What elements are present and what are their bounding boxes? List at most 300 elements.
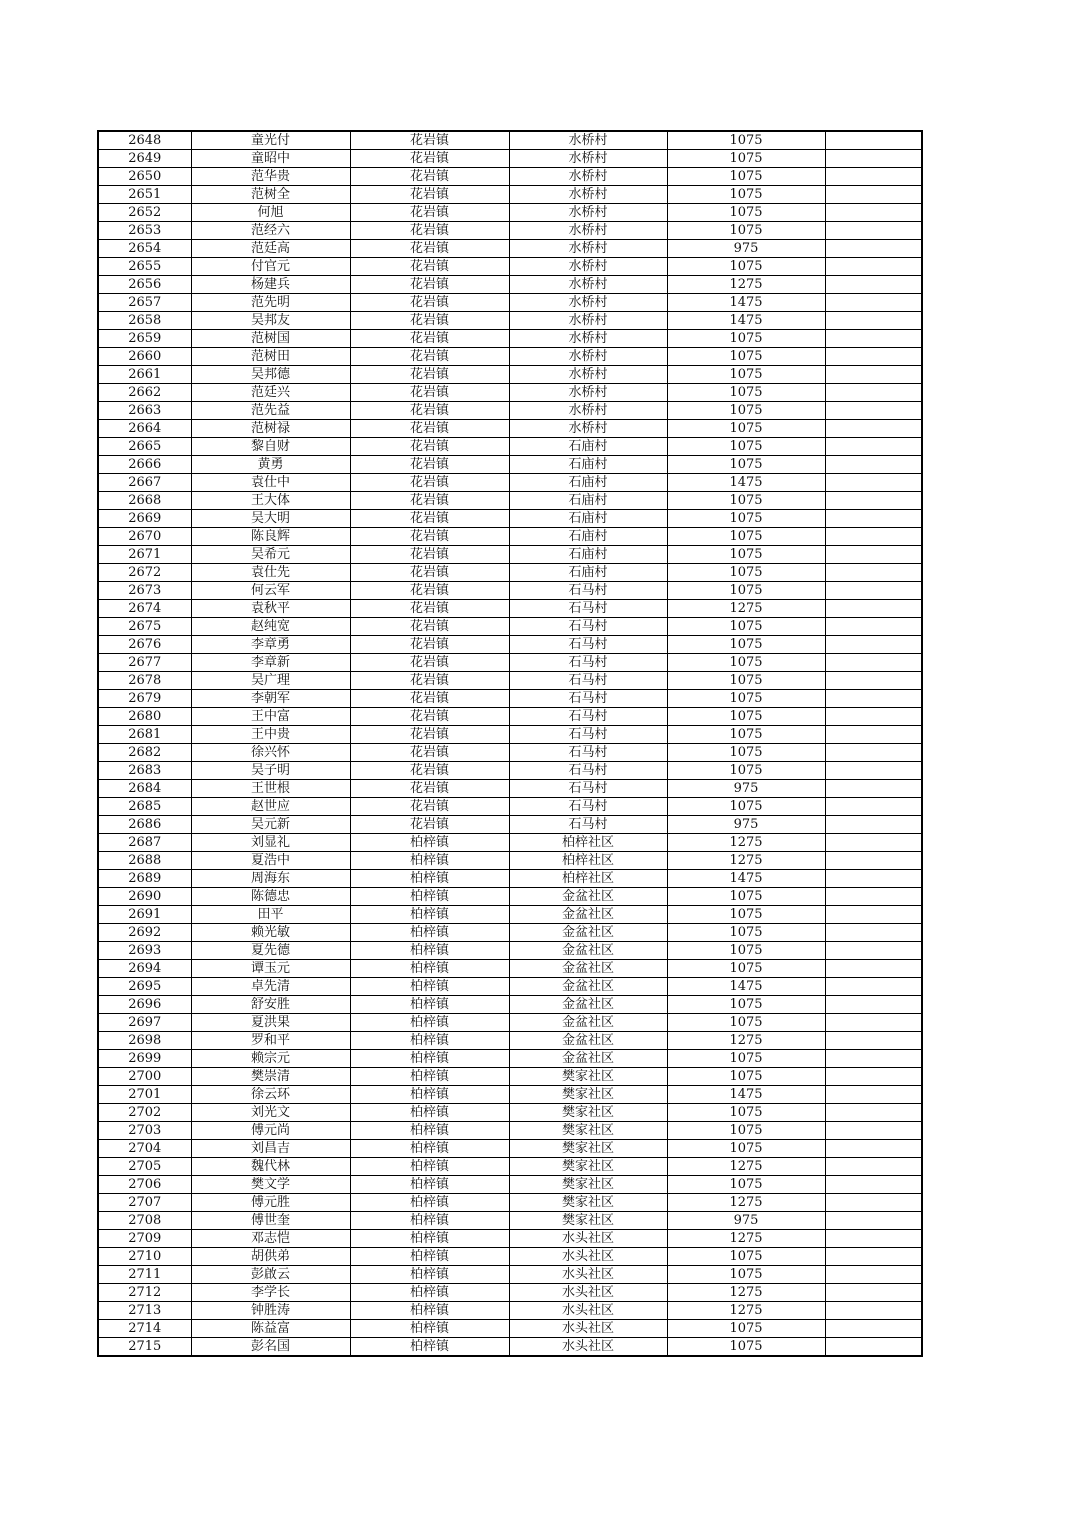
note-cell (825, 582, 922, 600)
town-cell: 柏梓镇 (350, 1050, 509, 1068)
serial-number-cell: 2670 (98, 528, 191, 546)
table-row (98, 1320, 922, 1338)
table-row (98, 1086, 922, 1104)
amount-cell: 1475 (667, 294, 825, 312)
table-row (98, 168, 922, 186)
village-cell: 水头社区 (509, 1266, 667, 1284)
table-row (98, 1248, 922, 1266)
amount-cell: 1075 (667, 636, 825, 654)
village-cell: 石马村 (509, 600, 667, 618)
town-cell: 花岩镇 (350, 546, 509, 564)
table-row (98, 708, 922, 726)
note-cell (825, 1302, 922, 1320)
note-cell (825, 906, 922, 924)
serial-number-cell: 2650 (98, 168, 191, 186)
town-cell: 柏梓镇 (350, 1104, 509, 1122)
village-cell: 水头社区 (509, 1284, 667, 1302)
village-cell: 金盆社区 (509, 1050, 667, 1068)
note-cell (825, 708, 922, 726)
amount-cell: 1275 (667, 1230, 825, 1248)
table-row (98, 564, 922, 582)
name-cell: 范华贵 (191, 168, 350, 186)
table-row (98, 1266, 922, 1284)
note-cell (825, 312, 922, 330)
note-cell (825, 240, 922, 258)
serial-number-cell: 2691 (98, 906, 191, 924)
table-row (98, 906, 922, 924)
name-cell: 徐云环 (191, 1086, 350, 1104)
table-row (98, 312, 922, 330)
village-cell: 金盆社区 (509, 1014, 667, 1032)
village-cell: 石马村 (509, 744, 667, 762)
serial-number-cell: 2711 (98, 1266, 191, 1284)
amount-cell: 1075 (667, 906, 825, 924)
town-cell: 柏梓镇 (350, 870, 509, 888)
village-cell: 水桥村 (509, 384, 667, 402)
amount-cell: 1075 (667, 528, 825, 546)
town-cell: 花岩镇 (350, 564, 509, 582)
town-cell: 花岩镇 (350, 600, 509, 618)
serial-number-cell: 2682 (98, 744, 191, 762)
serial-number-cell: 2676 (98, 636, 191, 654)
amount-cell: 1075 (667, 762, 825, 780)
town-cell: 花岩镇 (350, 222, 509, 240)
name-cell: 李章新 (191, 654, 350, 672)
village-cell: 水头社区 (509, 1230, 667, 1248)
serial-number-cell: 2671 (98, 546, 191, 564)
town-cell: 花岩镇 (350, 204, 509, 222)
serial-number-cell: 2680 (98, 708, 191, 726)
village-cell: 水头社区 (509, 1248, 667, 1266)
name-cell: 彭名国 (191, 1338, 350, 1357)
note-cell (825, 690, 922, 708)
amount-cell: 1075 (667, 690, 825, 708)
village-cell: 石马村 (509, 690, 667, 708)
village-cell: 柏梓社区 (509, 870, 667, 888)
serial-number-cell: 2710 (98, 1248, 191, 1266)
village-cell: 石马村 (509, 672, 667, 690)
table-row (98, 762, 922, 780)
table-row (98, 204, 922, 222)
note-cell (825, 204, 922, 222)
table-row (98, 780, 922, 798)
note-cell (825, 798, 922, 816)
village-cell: 柏梓社区 (509, 852, 667, 870)
town-cell: 花岩镇 (350, 618, 509, 636)
serial-number-cell: 2695 (98, 978, 191, 996)
note-cell (825, 924, 922, 942)
serial-number-cell: 2683 (98, 762, 191, 780)
village-cell: 樊家社区 (509, 1068, 667, 1086)
table-row (98, 366, 922, 384)
serial-number-cell: 2681 (98, 726, 191, 744)
serial-number-cell: 2655 (98, 258, 191, 276)
village-cell: 金盆社区 (509, 888, 667, 906)
note-cell (825, 996, 922, 1014)
note-cell (825, 744, 922, 762)
name-cell: 夏浩中 (191, 852, 350, 870)
village-cell: 石马村 (509, 762, 667, 780)
village-cell: 石马村 (509, 636, 667, 654)
serial-number-cell: 2693 (98, 942, 191, 960)
village-cell: 水桥村 (509, 204, 667, 222)
note-cell (825, 366, 922, 384)
town-cell: 花岩镇 (350, 582, 509, 600)
note-cell (825, 960, 922, 978)
table-row (98, 546, 922, 564)
village-cell: 金盆社区 (509, 924, 667, 942)
village-cell: 石马村 (509, 726, 667, 744)
town-cell: 柏梓镇 (350, 1176, 509, 1194)
name-cell: 吴大明 (191, 510, 350, 528)
town-cell: 柏梓镇 (350, 1014, 509, 1032)
village-cell: 樊家社区 (509, 1122, 667, 1140)
name-cell: 傅元胜 (191, 1194, 350, 1212)
village-cell: 水桥村 (509, 312, 667, 330)
town-cell: 花岩镇 (350, 636, 509, 654)
village-cell: 水桥村 (509, 168, 667, 186)
town-cell: 柏梓镇 (350, 1194, 509, 1212)
village-cell: 水桥村 (509, 402, 667, 420)
name-cell: 袁仕中 (191, 474, 350, 492)
amount-cell: 1075 (667, 960, 825, 978)
town-cell: 花岩镇 (350, 780, 509, 798)
village-cell: 樊家社区 (509, 1194, 667, 1212)
serial-number-cell: 2658 (98, 312, 191, 330)
note-cell (825, 330, 922, 348)
serial-number-cell: 2652 (98, 204, 191, 222)
serial-number-cell: 2673 (98, 582, 191, 600)
amount-cell: 1075 (667, 564, 825, 582)
note-cell (825, 294, 922, 312)
name-cell: 黎自财 (191, 438, 350, 456)
table-row (98, 1212, 922, 1230)
serial-number-cell: 2653 (98, 222, 191, 240)
village-cell: 水桥村 (509, 366, 667, 384)
amount-cell: 1475 (667, 870, 825, 888)
town-cell: 柏梓镇 (350, 978, 509, 996)
village-cell: 石马村 (509, 798, 667, 816)
name-cell: 田平 (191, 906, 350, 924)
table-row (98, 330, 922, 348)
amount-cell: 1275 (667, 276, 825, 294)
note-cell (825, 1140, 922, 1158)
amount-cell: 1475 (667, 474, 825, 492)
town-cell: 柏梓镇 (350, 888, 509, 906)
note-cell (825, 762, 922, 780)
note-cell (825, 1158, 922, 1176)
name-cell: 周海东 (191, 870, 350, 888)
amount-cell: 1075 (667, 150, 825, 168)
table-row (98, 960, 922, 978)
serial-number-cell: 2667 (98, 474, 191, 492)
amount-cell: 975 (667, 816, 825, 834)
amount-cell: 1075 (667, 582, 825, 600)
village-cell: 石庙村 (509, 528, 667, 546)
note-cell (825, 1104, 922, 1122)
amount-cell: 1075 (667, 492, 825, 510)
table-row (98, 600, 922, 618)
note-cell (825, 1050, 922, 1068)
amount-cell: 1075 (667, 1266, 825, 1284)
serial-number-cell: 2651 (98, 186, 191, 204)
amount-cell: 1075 (667, 402, 825, 420)
table-row (98, 420, 922, 438)
town-cell: 花岩镇 (350, 654, 509, 672)
name-cell: 夏先德 (191, 942, 350, 960)
village-cell: 水桥村 (509, 258, 667, 276)
note-cell (825, 672, 922, 690)
town-cell: 柏梓镇 (350, 1248, 509, 1266)
village-cell: 水桥村 (509, 186, 667, 204)
name-cell: 罗和平 (191, 1032, 350, 1050)
table-row (98, 672, 922, 690)
amount-cell: 1075 (667, 258, 825, 276)
village-cell: 石庙村 (509, 492, 667, 510)
table-row (98, 1194, 922, 1212)
table-row (98, 1158, 922, 1176)
note-cell (825, 474, 922, 492)
name-cell: 范先明 (191, 294, 350, 312)
town-cell: 花岩镇 (350, 690, 509, 708)
table-row (98, 384, 922, 402)
name-cell: 胡供弟 (191, 1248, 350, 1266)
town-cell: 花岩镇 (350, 420, 509, 438)
town-cell: 柏梓镇 (350, 960, 509, 978)
table-row (98, 834, 922, 852)
table-row (98, 942, 922, 960)
name-cell: 王大体 (191, 492, 350, 510)
name-cell: 樊崇清 (191, 1068, 350, 1086)
name-cell: 李章勇 (191, 636, 350, 654)
amount-cell: 1075 (667, 1248, 825, 1266)
note-cell (825, 1284, 922, 1302)
note-cell (825, 834, 922, 852)
serial-number-cell: 2648 (98, 131, 191, 150)
town-cell: 花岩镇 (350, 762, 509, 780)
amount-cell: 1075 (667, 438, 825, 456)
table-row (98, 798, 922, 816)
note-cell (825, 348, 922, 366)
town-cell: 柏梓镇 (350, 1032, 509, 1050)
table-row (98, 744, 922, 762)
amount-cell: 1075 (667, 168, 825, 186)
amount-cell: 1275 (667, 600, 825, 618)
table-row (98, 636, 922, 654)
serial-number-cell: 2714 (98, 1320, 191, 1338)
serial-number-cell: 2684 (98, 780, 191, 798)
table-row (98, 240, 922, 258)
note-cell (825, 402, 922, 420)
note-cell (825, 1032, 922, 1050)
table-row (98, 1050, 922, 1068)
table-row (98, 1302, 922, 1320)
table-row (98, 924, 922, 942)
village-cell: 金盆社区 (509, 942, 667, 960)
town-cell: 柏梓镇 (350, 906, 509, 924)
amount-cell: 1075 (667, 510, 825, 528)
village-cell: 水头社区 (509, 1320, 667, 1338)
serial-number-cell: 2662 (98, 384, 191, 402)
note-cell (825, 186, 922, 204)
table-row (98, 1014, 922, 1032)
serial-number-cell: 2685 (98, 798, 191, 816)
table-row (98, 1230, 922, 1248)
serial-number-cell: 2706 (98, 1176, 191, 1194)
name-cell: 陈良辉 (191, 528, 350, 546)
table-row (98, 1068, 922, 1086)
serial-number-cell: 2657 (98, 294, 191, 312)
amount-cell: 1075 (667, 654, 825, 672)
serial-number-cell: 2678 (98, 672, 191, 690)
name-cell: 付官元 (191, 258, 350, 276)
town-cell: 柏梓镇 (350, 852, 509, 870)
note-cell (825, 546, 922, 564)
village-cell: 石庙村 (509, 456, 667, 474)
table-row (98, 258, 922, 276)
village-cell: 樊家社区 (509, 1158, 667, 1176)
table-row (98, 150, 922, 168)
village-cell: 石庙村 (509, 564, 667, 582)
amount-cell: 1075 (667, 1068, 825, 1086)
amount-cell: 1075 (667, 420, 825, 438)
amount-cell: 1275 (667, 1302, 825, 1320)
name-cell: 李朝军 (191, 690, 350, 708)
village-cell: 石马村 (509, 582, 667, 600)
note-cell (825, 618, 922, 636)
note-cell (825, 1194, 922, 1212)
amount-cell: 1275 (667, 1158, 825, 1176)
note-cell (825, 1230, 922, 1248)
name-cell: 黄勇 (191, 456, 350, 474)
name-cell: 吴希元 (191, 546, 350, 564)
name-cell: 童光付 (191, 131, 350, 150)
village-cell: 水桥村 (509, 330, 667, 348)
table-row (98, 618, 922, 636)
town-cell: 花岩镇 (350, 474, 509, 492)
amount-cell: 1075 (667, 618, 825, 636)
town-cell: 柏梓镇 (350, 1158, 509, 1176)
town-cell: 柏梓镇 (350, 1338, 509, 1357)
serial-number-cell: 2713 (98, 1302, 191, 1320)
serial-number-cell: 2715 (98, 1338, 191, 1357)
amount-cell: 975 (667, 780, 825, 798)
serial-number-cell: 2649 (98, 150, 191, 168)
amount-cell: 1075 (667, 1338, 825, 1357)
name-cell: 魏代林 (191, 1158, 350, 1176)
village-cell: 石庙村 (509, 546, 667, 564)
name-cell: 童昭中 (191, 150, 350, 168)
note-cell (825, 1068, 922, 1086)
town-cell: 柏梓镇 (350, 924, 509, 942)
note-cell (825, 420, 922, 438)
serial-number-cell: 2686 (98, 816, 191, 834)
name-cell: 夏洪果 (191, 1014, 350, 1032)
amount-cell: 1075 (667, 1140, 825, 1158)
town-cell: 花岩镇 (350, 708, 509, 726)
village-cell: 水桥村 (509, 348, 667, 366)
amount-cell: 1075 (667, 708, 825, 726)
note-cell (825, 384, 922, 402)
serial-number-cell: 2692 (98, 924, 191, 942)
serial-number-cell: 2703 (98, 1122, 191, 1140)
town-cell: 柏梓镇 (350, 1320, 509, 1338)
village-cell: 柏梓社区 (509, 834, 667, 852)
serial-number-cell: 2659 (98, 330, 191, 348)
table-row (98, 1284, 922, 1302)
amount-cell: 975 (667, 1212, 825, 1230)
name-cell: 傅元尚 (191, 1122, 350, 1140)
village-cell: 水桥村 (509, 276, 667, 294)
serial-number-cell: 2700 (98, 1068, 191, 1086)
serial-number-cell: 2665 (98, 438, 191, 456)
serial-number-cell: 2709 (98, 1230, 191, 1248)
village-cell: 樊家社区 (509, 1140, 667, 1158)
name-cell: 杨建兵 (191, 276, 350, 294)
note-cell (825, 1266, 922, 1284)
note-cell (825, 816, 922, 834)
table-row (98, 510, 922, 528)
name-cell: 邓志恺 (191, 1230, 350, 1248)
town-cell: 花岩镇 (350, 726, 509, 744)
name-cell: 吴元新 (191, 816, 350, 834)
amount-cell: 1075 (667, 348, 825, 366)
town-cell: 花岩镇 (350, 384, 509, 402)
table-row (98, 1122, 922, 1140)
data-table (97, 130, 923, 1357)
name-cell: 范廷高 (191, 240, 350, 258)
serial-number-cell: 2694 (98, 960, 191, 978)
amount-cell: 1475 (667, 1086, 825, 1104)
town-cell: 柏梓镇 (350, 1140, 509, 1158)
amount-cell: 1075 (667, 1176, 825, 1194)
village-cell: 石马村 (509, 618, 667, 636)
town-cell: 柏梓镇 (350, 1122, 509, 1140)
note-cell (825, 1320, 922, 1338)
note-cell (825, 1338, 922, 1357)
town-cell: 花岩镇 (350, 438, 509, 456)
serial-number-cell: 2698 (98, 1032, 191, 1050)
note-cell (825, 1014, 922, 1032)
note-cell (825, 888, 922, 906)
village-cell: 樊家社区 (509, 1086, 667, 1104)
town-cell: 柏梓镇 (350, 996, 509, 1014)
amount-cell: 1075 (667, 744, 825, 762)
town-cell: 花岩镇 (350, 528, 509, 546)
name-cell: 徐兴怀 (191, 744, 350, 762)
serial-number-cell: 2688 (98, 852, 191, 870)
table-row (98, 852, 922, 870)
note-cell (825, 636, 922, 654)
amount-cell: 1075 (667, 131, 825, 150)
amount-cell: 1075 (667, 222, 825, 240)
note-cell (825, 528, 922, 546)
table-row (98, 816, 922, 834)
village-cell: 石马村 (509, 708, 667, 726)
town-cell: 花岩镇 (350, 348, 509, 366)
village-cell: 石马村 (509, 654, 667, 672)
name-cell: 王中贵 (191, 726, 350, 744)
table-row (98, 456, 922, 474)
name-cell: 袁仕先 (191, 564, 350, 582)
serial-number-cell: 2707 (98, 1194, 191, 1212)
serial-number-cell: 2697 (98, 1014, 191, 1032)
village-cell: 水桥村 (509, 131, 667, 150)
amount-cell: 1075 (667, 1122, 825, 1140)
village-cell: 樊家社区 (509, 1212, 667, 1230)
amount-cell: 1075 (667, 1104, 825, 1122)
table-row (98, 1338, 922, 1357)
